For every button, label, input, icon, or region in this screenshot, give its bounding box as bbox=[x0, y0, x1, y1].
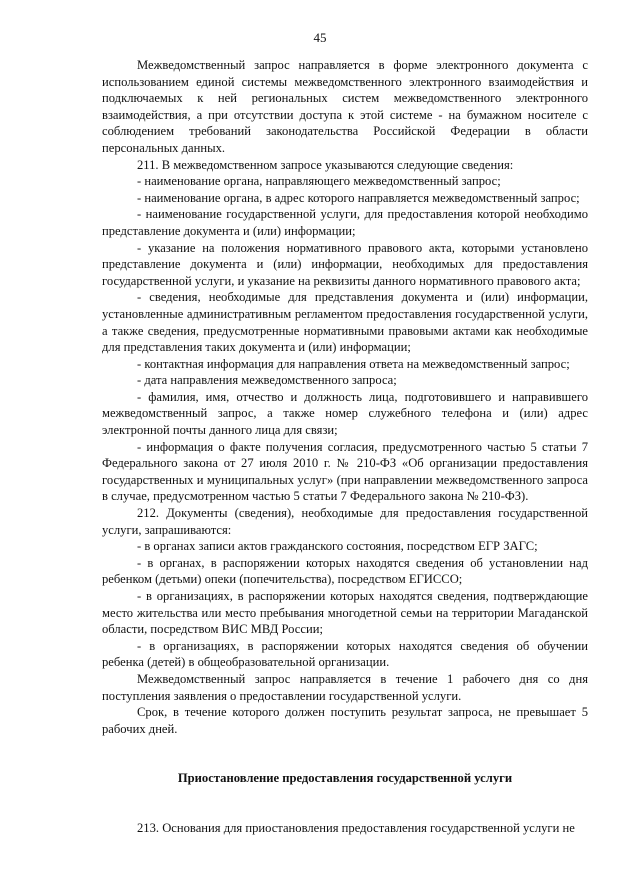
list-item: - в органах, в распоряжении которых находятся сведения об установлении над ребенком (детьми) опеки (попечительства), посредством ЕГИССО; bbox=[102, 555, 588, 587]
list-item: - наименование органа, в адрес которого направляется межведомственный запрос; bbox=[137, 190, 580, 205]
list-item: - наименование органа, направляющего межведомственный запрос; bbox=[137, 174, 501, 189]
paragraph: Срок, в течение которого должен поступить результат запроса, не превышает 5 рабочих дней. bbox=[102, 705, 588, 736]
list-item: - указание на положения нормативного правового акта, которыми установлено представление документа и (или) информации, необходимых для предоставления государственной услуги, и указание на реквизиты данного нормативного правового акта; bbox=[102, 240, 588, 288]
list-item: - информация о факте получения согласия, предусмотренного частью 5 статьи 7 Федерального закона от 27 июля 2010 г. № 210-ФЗ «Об организации предоставления государственных и муниципальных услуг» (при направлении межведомственного запроса в случае, предусмотренном частью 5 статьи 7 Федерального закона № 210-ФЗ). bbox=[102, 439, 588, 504]
list-item: - в организациях, в распоряжении которых находятся сведения об обучении ребенка (детей) в общеобразовательной организации. bbox=[102, 638, 588, 670]
section-heading: Приостановление предоставления государственной услуги bbox=[177, 771, 513, 786]
spacer bbox=[102, 787, 588, 820]
list-item: - контактная информация для направления ответа на межведомственный запрос; bbox=[137, 356, 570, 371]
paragraph: 211. В межведомственном запросе указываются следующие сведения: bbox=[137, 157, 514, 172]
page-number: 45 bbox=[313, 30, 327, 45]
paragraph: 212. Документы (сведения), необходимые для предоставления государственной услуги, запрашиваются: bbox=[102, 506, 588, 537]
paragraph: Межведомственный запрос направляется в форме электронного документа с использованием единой системы межведомственного электронного взаимодействия и подключаемых к ней региональных систем межведомственного электронного взаимодействия, а при отсутствии доступа к этой системе - на бумажном носителе с соблюдением требований законодательства Российской Федерации в области персональных данных. bbox=[102, 58, 588, 155]
list-item: - в организациях, в распоряжении которых находятся сведения, подтверждающие место жительства или место пребывания многодетной семьи на территории Магаданской области, посредством ВИС МВД России; bbox=[102, 589, 588, 637]
list-item: - фамилия, имя, отчество и должность лица, подготовившего и направившего межведомственный запрос, а также номер служебного телефона и (или) адрес электронной почты данного лица для связи; bbox=[102, 389, 588, 438]
spacer bbox=[102, 737, 588, 770]
list-item: - в органах записи актов гражданского состояния, посредством ЕГР ЗАГС; bbox=[137, 539, 538, 554]
list-item: - сведения, необходимые для представления документа и (или) информации, установленные административным регламентом предоставления государственной услуги, а также сведения, предусмотренные нормативными правовыми актами как необходимые для представления таких документа и (или) информации; bbox=[102, 290, 588, 355]
paragraph: Межведомственный запрос направляется в течение 1 рабочего дня со дня поступления заявления о предоставлении государственной услуги. bbox=[102, 671, 588, 703]
list-item: - дата направления межведомственного запроса; bbox=[137, 373, 397, 388]
paragraph: 213. Основания для приостановления предоставления государственной услуги не bbox=[137, 820, 575, 835]
list-item: - наименование государственной услуги, для предоставления которой необходимо представление документа и (или) информации; bbox=[102, 207, 588, 238]
document-body bbox=[102, 57, 588, 837]
